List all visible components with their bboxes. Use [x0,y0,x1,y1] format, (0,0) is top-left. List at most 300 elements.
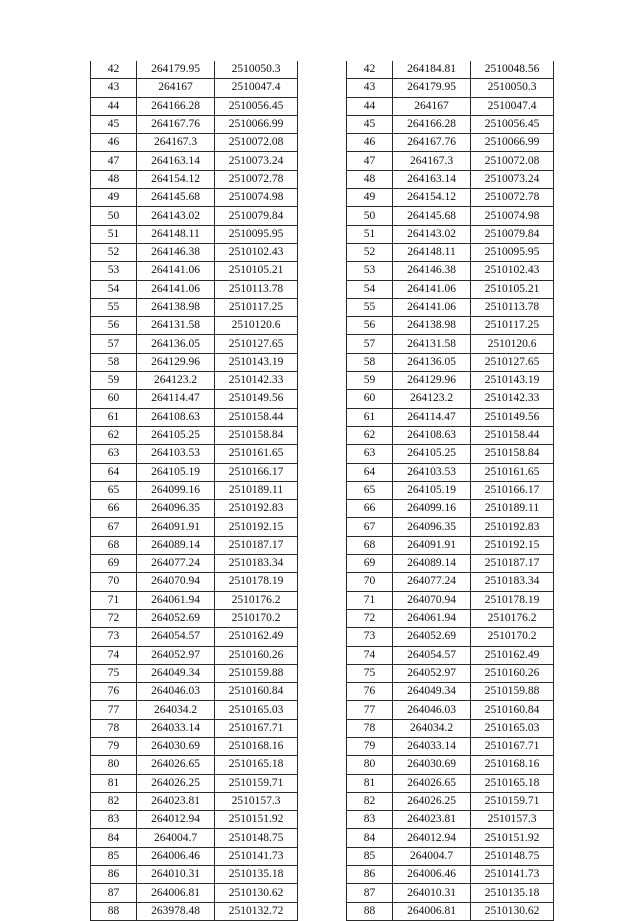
y-coordinate-cell: 2510149.56 [471,408,554,426]
table-row [347,719,554,737]
x-coordinate-cell: 264114.47 [137,390,215,408]
x-coordinate-cell: 264105.25 [393,445,471,463]
point-number-cell: 81 [347,774,393,792]
x-coordinate-cell: 264141.06 [137,280,215,298]
x-coordinate-cell: 264167.3 [137,134,215,152]
y-coordinate-cell: 2510162.49 [471,646,554,664]
point-number-cell: 71 [347,591,393,609]
point-number-cell: 51 [91,225,137,243]
x-coordinate-cell: 264052.97 [393,664,471,682]
table-row [91,573,298,591]
y-coordinate-cell: 2510165.18 [215,756,298,774]
x-coordinate-cell: 264131.58 [393,335,471,353]
y-coordinate-cell: 2510192.15 [471,536,554,554]
table-row [91,774,298,792]
table-row [91,536,298,554]
x-coordinate-cell: 264034.2 [137,701,215,719]
y-coordinate-cell: 2510072.08 [215,134,298,152]
y-coordinate-cell: 2510166.17 [215,463,298,481]
table-row [347,298,554,316]
y-coordinate-cell: 2510141.73 [471,866,554,884]
x-coordinate-cell: 264010.31 [393,884,471,902]
x-coordinate-cell: 264091.91 [393,536,471,554]
y-coordinate-cell: 2510113.78 [215,280,298,298]
table-row [347,390,554,408]
table-row [347,609,554,627]
table-row [91,829,298,847]
y-coordinate-cell: 2510192.15 [215,518,298,536]
table-row [91,445,298,463]
x-coordinate-cell: 264061.94 [393,609,471,627]
point-number-cell: 71 [91,591,137,609]
x-coordinate-cell: 264006.46 [393,866,471,884]
x-coordinate-cell: 264023.81 [137,792,215,810]
point-number-cell: 47 [347,152,393,170]
x-coordinate-cell: 264026.25 [137,774,215,792]
y-coordinate-cell: 2510050.3 [471,79,554,97]
table-row [347,426,554,444]
y-coordinate-cell: 2510142.33 [471,390,554,408]
y-coordinate-cell: 2510142.33 [215,372,298,390]
y-coordinate-cell: 2510161.65 [215,445,298,463]
y-coordinate-cell: 2510095.95 [215,225,298,243]
x-coordinate-cell: 264145.68 [137,189,215,207]
table-row [347,555,554,573]
x-coordinate-cell: 264089.14 [137,536,215,554]
y-coordinate-cell: 2510168.16 [215,737,298,755]
point-number-cell: 52 [91,243,137,261]
point-number-cell: 55 [347,298,393,316]
table-row [91,426,298,444]
y-coordinate-cell: 2510073.24 [471,170,554,188]
table-row [91,701,298,719]
y-coordinate-cell: 2510074.98 [471,207,554,225]
x-coordinate-cell: 264167 [137,79,215,97]
y-coordinate-cell: 2510113.78 [471,298,554,316]
table-row [347,792,554,810]
point-number-cell: 82 [347,792,393,810]
point-number-cell: 77 [347,701,393,719]
y-coordinate-cell: 2510160.26 [215,646,298,664]
table-row [91,335,298,353]
point-number-cell: 49 [91,189,137,207]
table-row [347,280,554,298]
x-coordinate-cell: 264077.24 [393,573,471,591]
table-row [347,262,554,280]
table-row [347,408,554,426]
y-coordinate-cell: 2510178.19 [215,573,298,591]
x-coordinate-cell: 264179.95 [137,61,215,79]
point-number-cell: 78 [91,719,137,737]
point-number-cell: 46 [347,134,393,152]
y-coordinate-cell: 2510105.21 [215,262,298,280]
y-coordinate-cell: 2510159.88 [471,683,554,701]
point-number-cell: 60 [347,390,393,408]
point-number-cell: 62 [347,426,393,444]
point-number-cell: 74 [347,646,393,664]
point-number-cell: 80 [91,756,137,774]
y-coordinate-cell: 2510170.2 [471,628,554,646]
point-number-cell: 77 [91,701,137,719]
point-number-cell: 48 [347,170,393,188]
point-number-cell: 68 [347,536,393,554]
table-row [91,170,298,188]
x-coordinate-cell: 264030.69 [393,756,471,774]
point-number-cell: 69 [347,555,393,573]
table-row [91,207,298,225]
x-coordinate-cell: 264123.2 [137,372,215,390]
point-number-cell: 72 [347,609,393,627]
point-number-cell: 76 [347,683,393,701]
x-coordinate-cell: 264129.96 [393,372,471,390]
table-row [91,79,298,97]
y-coordinate-cell: 2510160.26 [471,664,554,682]
x-coordinate-cell: 264184.81 [393,61,471,79]
point-number-cell: 65 [91,481,137,499]
table-row [91,408,298,426]
table-row [91,664,298,682]
x-coordinate-cell: 264049.34 [137,664,215,682]
x-coordinate-cell: 264054.57 [137,628,215,646]
x-coordinate-cell: 264006.46 [137,847,215,865]
point-number-cell: 72 [91,609,137,627]
y-coordinate-cell: 2510176.2 [471,609,554,627]
point-number-cell: 73 [347,628,393,646]
y-coordinate-cell: 2510047.4 [471,97,554,115]
x-coordinate-cell: 264089.14 [393,555,471,573]
x-coordinate-cell: 264141.06 [393,298,471,316]
x-coordinate-cell: 264167 [393,97,471,115]
point-number-cell: 63 [347,445,393,463]
point-number-cell: 53 [91,262,137,280]
x-coordinate-cell: 264136.05 [393,353,471,371]
table-row [347,170,554,188]
point-number-cell: 64 [347,463,393,481]
point-number-cell: 78 [347,719,393,737]
x-coordinate-cell: 264091.91 [137,518,215,536]
table-row [347,61,554,79]
x-coordinate-cell: 264046.03 [137,683,215,701]
table-row [91,262,298,280]
y-coordinate-cell: 2510143.19 [215,353,298,371]
y-coordinate-cell: 2510189.11 [471,500,554,518]
y-coordinate-cell: 2510192.83 [215,500,298,518]
x-coordinate-cell: 264026.65 [137,756,215,774]
table-row [91,61,298,79]
y-coordinate-cell: 2510056.45 [215,97,298,115]
x-coordinate-cell: 264096.35 [393,518,471,536]
table-row [347,372,554,390]
coordinate-table-right [346,61,554,921]
table-row [347,115,554,133]
table-row [347,866,554,884]
table-row [347,847,554,865]
table-row [91,847,298,865]
x-coordinate-cell: 263978.48 [137,902,215,920]
point-number-cell: 75 [347,664,393,682]
table-row [91,97,298,115]
y-coordinate-cell: 2510135.18 [471,884,554,902]
table-row [91,481,298,499]
x-coordinate-cell: 264070.94 [393,591,471,609]
x-coordinate-cell: 264052.97 [137,646,215,664]
table-row [347,152,554,170]
y-coordinate-cell: 2510079.84 [215,207,298,225]
table-row [347,335,554,353]
x-coordinate-cell: 264054.57 [393,646,471,664]
table-row [91,152,298,170]
point-number-cell: 49 [347,189,393,207]
table-row [347,536,554,554]
table-row [91,134,298,152]
y-coordinate-cell: 2510187.17 [471,555,554,573]
y-coordinate-cell: 2510159.71 [471,792,554,810]
point-number-cell: 80 [347,756,393,774]
table-row [347,463,554,481]
x-coordinate-cell: 264166.28 [137,97,215,115]
x-coordinate-cell: 264167.76 [137,115,215,133]
x-coordinate-cell: 264146.38 [137,243,215,261]
table-row [91,628,298,646]
point-number-cell: 64 [91,463,137,481]
y-coordinate-cell: 2510047.4 [215,79,298,97]
y-coordinate-cell: 2510159.88 [215,664,298,682]
point-number-cell: 45 [91,115,137,133]
point-number-cell: 88 [91,902,137,920]
table-row [347,701,554,719]
y-coordinate-cell: 2510148.75 [471,847,554,865]
y-coordinate-cell: 2510105.21 [471,280,554,298]
table-row [347,756,554,774]
x-coordinate-cell: 264114.47 [393,408,471,426]
y-coordinate-cell: 2510165.18 [471,774,554,792]
x-coordinate-cell: 264154.12 [393,189,471,207]
x-coordinate-cell: 264138.98 [393,317,471,335]
point-number-cell: 44 [347,97,393,115]
table-row [91,792,298,810]
point-number-cell: 79 [347,737,393,755]
x-coordinate-cell: 264006.81 [137,884,215,902]
table-row [347,445,554,463]
table-row [347,243,554,261]
point-number-cell: 67 [91,518,137,536]
point-number-cell: 70 [91,573,137,591]
table-row [347,829,554,847]
y-coordinate-cell: 2510102.43 [215,243,298,261]
table-row [347,884,554,902]
point-number-cell: 70 [347,573,393,591]
y-coordinate-cell: 2510151.92 [215,811,298,829]
point-number-cell: 46 [91,134,137,152]
y-coordinate-cell: 2510130.62 [215,884,298,902]
point-number-cell: 85 [347,847,393,865]
table-row [91,756,298,774]
x-coordinate-cell: 264123.2 [393,390,471,408]
table-row [91,866,298,884]
y-coordinate-cell: 2510073.24 [215,152,298,170]
point-number-cell: 50 [91,207,137,225]
y-coordinate-cell: 2510048.56 [471,61,554,79]
table-row [347,481,554,499]
y-coordinate-cell: 2510166.17 [471,481,554,499]
x-coordinate-cell: 264099.16 [137,481,215,499]
y-coordinate-cell: 2510050.3 [215,61,298,79]
y-coordinate-cell: 2510158.44 [471,426,554,444]
y-coordinate-cell: 2510165.03 [215,701,298,719]
y-coordinate-cell: 2510178.19 [471,591,554,609]
y-coordinate-cell: 2510072.78 [471,189,554,207]
y-coordinate-cell: 2510157.3 [471,811,554,829]
x-coordinate-cell: 264103.53 [137,445,215,463]
y-coordinate-cell: 2510072.08 [471,152,554,170]
table-row [347,518,554,536]
table-row [347,664,554,682]
table-row [91,463,298,481]
y-coordinate-cell: 2510127.65 [215,335,298,353]
point-number-cell: 51 [347,225,393,243]
x-coordinate-cell: 264129.96 [137,353,215,371]
point-number-cell: 73 [91,628,137,646]
coordinate-table-left [90,61,298,921]
y-coordinate-cell: 2510072.78 [215,170,298,188]
x-coordinate-cell: 264052.69 [393,628,471,646]
y-coordinate-cell: 2510187.17 [215,536,298,554]
y-coordinate-cell: 2510160.84 [215,683,298,701]
y-coordinate-cell: 2510151.92 [471,829,554,847]
point-number-cell: 53 [347,262,393,280]
y-coordinate-cell: 2510066.99 [215,115,298,133]
table-row [347,646,554,664]
table-row [91,115,298,133]
x-coordinate-cell: 264023.81 [393,811,471,829]
table-row [347,225,554,243]
point-number-cell: 65 [347,481,393,499]
point-number-cell: 66 [91,500,137,518]
point-number-cell: 75 [91,664,137,682]
y-coordinate-cell: 2510095.95 [471,243,554,261]
point-number-cell: 74 [91,646,137,664]
table-row [91,719,298,737]
table-row [91,591,298,609]
y-coordinate-cell: 2510127.65 [471,353,554,371]
point-number-cell: 83 [91,811,137,829]
y-coordinate-cell: 2510135.18 [215,866,298,884]
table-row [347,134,554,152]
x-coordinate-cell: 264004.7 [137,829,215,847]
table-row [91,225,298,243]
table-row [91,189,298,207]
table-row [91,884,298,902]
point-number-cell: 58 [91,353,137,371]
y-coordinate-cell: 2510158.84 [471,445,554,463]
table-row [347,353,554,371]
y-coordinate-cell: 2510189.11 [215,481,298,499]
point-number-cell: 44 [91,97,137,115]
y-coordinate-cell: 2510141.73 [215,847,298,865]
table-row [91,646,298,664]
x-coordinate-cell: 264049.34 [393,683,471,701]
x-coordinate-cell: 264167.3 [393,152,471,170]
point-number-cell: 47 [91,152,137,170]
point-number-cell: 55 [91,298,137,316]
table-row [347,737,554,755]
x-coordinate-cell: 264026.25 [393,792,471,810]
x-coordinate-cell: 264096.35 [137,500,215,518]
point-number-cell: 61 [347,408,393,426]
y-coordinate-cell: 2510162.49 [215,628,298,646]
y-coordinate-cell: 2510160.84 [471,701,554,719]
x-coordinate-cell: 264030.69 [137,737,215,755]
point-number-cell: 68 [91,536,137,554]
point-number-cell: 56 [91,317,137,335]
point-number-cell: 48 [91,170,137,188]
y-coordinate-cell: 2510167.71 [471,737,554,755]
table-row [347,628,554,646]
point-number-cell: 52 [347,243,393,261]
table-row [347,317,554,335]
point-number-cell: 60 [91,390,137,408]
table-row [91,317,298,335]
table-row [347,500,554,518]
y-coordinate-cell: 2510170.2 [215,609,298,627]
x-coordinate-cell: 264163.14 [393,170,471,188]
y-coordinate-cell: 2510056.45 [471,115,554,133]
y-coordinate-cell: 2510165.03 [471,719,554,737]
y-coordinate-cell: 2510158.44 [215,408,298,426]
point-number-cell: 84 [347,829,393,847]
y-coordinate-cell: 2510132.72 [215,902,298,920]
x-coordinate-cell: 264108.63 [137,408,215,426]
point-number-cell: 56 [347,317,393,335]
x-coordinate-cell: 264148.11 [393,243,471,261]
point-number-cell: 87 [91,884,137,902]
x-coordinate-cell: 264046.03 [393,701,471,719]
y-coordinate-cell: 2510167.71 [215,719,298,737]
y-coordinate-cell: 2510192.83 [471,518,554,536]
point-number-cell: 62 [91,426,137,444]
x-coordinate-cell: 264010.31 [137,866,215,884]
point-number-cell: 43 [347,79,393,97]
x-coordinate-cell: 264141.06 [137,262,215,280]
point-number-cell: 83 [347,811,393,829]
y-coordinate-cell: 2510176.2 [215,591,298,609]
table-row [91,683,298,701]
table-row [347,189,554,207]
point-number-cell: 66 [347,500,393,518]
point-number-cell: 58 [347,353,393,371]
x-coordinate-cell: 264179.95 [393,79,471,97]
point-number-cell: 57 [347,335,393,353]
table-row [91,298,298,316]
x-coordinate-cell: 264070.94 [137,573,215,591]
table-row [347,573,554,591]
point-number-cell: 84 [91,829,137,847]
x-coordinate-cell: 264108.63 [393,426,471,444]
x-coordinate-cell: 264103.53 [393,463,471,481]
point-number-cell: 59 [91,372,137,390]
x-coordinate-cell: 264105.19 [393,481,471,499]
y-coordinate-cell: 2510158.84 [215,426,298,444]
table-row [347,207,554,225]
table-row [91,811,298,829]
table-row [347,774,554,792]
x-coordinate-cell: 264136.05 [137,335,215,353]
x-coordinate-cell: 264033.14 [393,737,471,755]
table-row [91,609,298,627]
y-coordinate-cell: 2510130.62 [471,902,554,920]
table-row [91,353,298,371]
y-coordinate-cell: 2510117.25 [215,298,298,316]
